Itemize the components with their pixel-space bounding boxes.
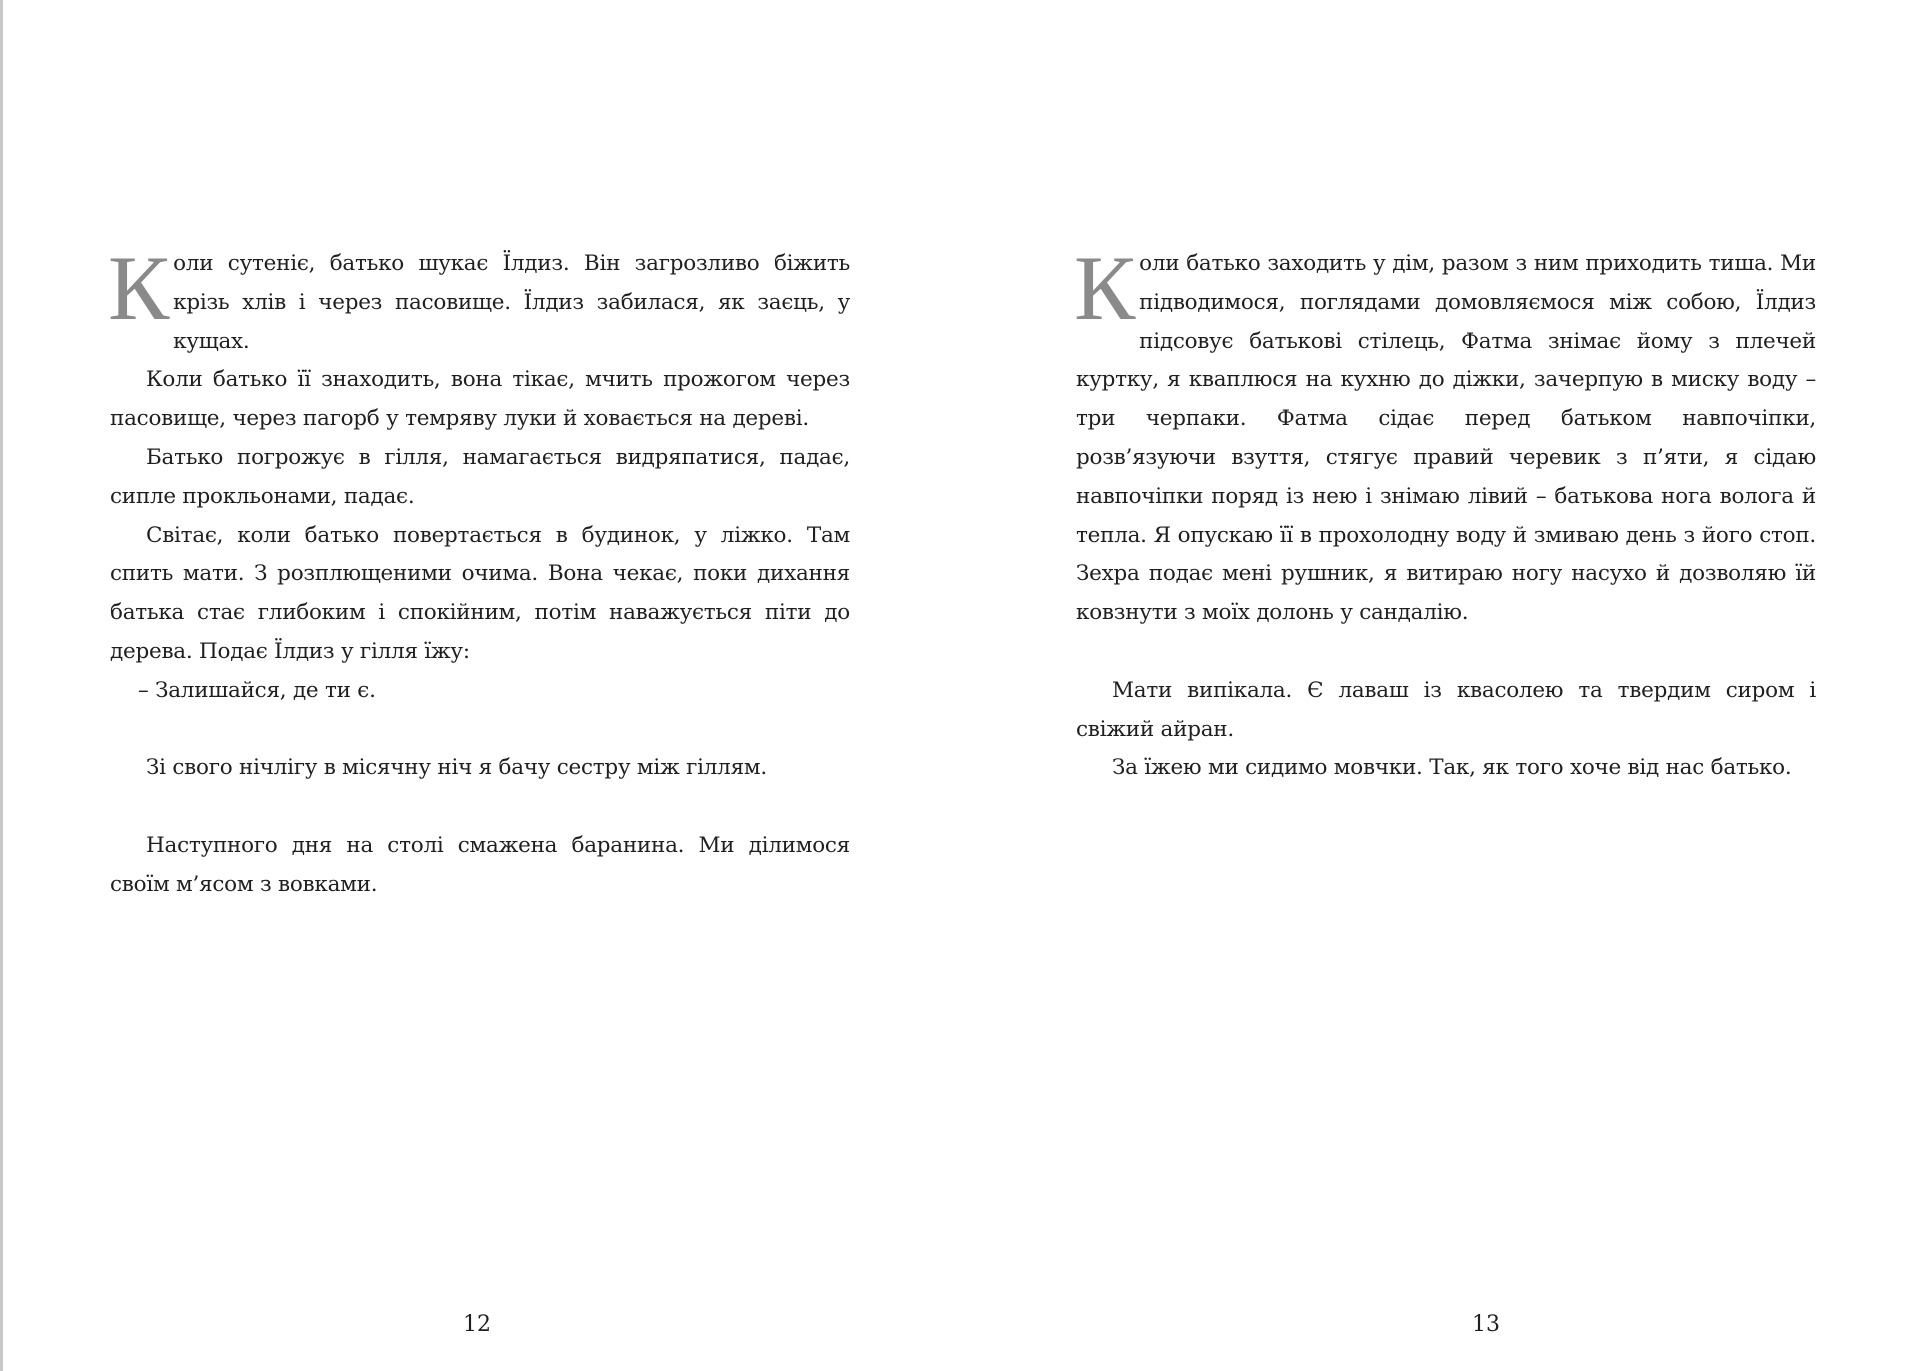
- paragraph: Наступного дня на столі смажена баранина. Ми ділимося своїм м’ясом з вовками.: [110, 832, 850, 897]
- page-number: 12: [463, 1312, 491, 1337]
- paragraph: Мати випікала. Є лаваш із квасолею та твердим сиром і свіжий айран.: [1076, 677, 1816, 742]
- paragraph-text: оли батько заходить у дім, разом з ним приходить тиша. Ми підводимося, поглядами домовляємося між собою, Їлдиз підсовує батькові стілець, Фатма знімає йому з плечей куртку, я кваплюся на кухню до діжки, зачерпую в миску воду – три черпаки. Фатма сідає перед батьком навпочіпки, розв’язуючи взуття, стягує правий черевик з п’яти, я сідаю навпочіпки поряд із нею і знімаю лівий – батькова нога волога й тепла. Я опускаю її в прохолодну воду й змиваю день з його стоп. Зехра подає мені рушник, я витираю ногу насухо й дозволяю їй ковзнути з моїх долонь у сандалію.: [1076, 251, 1816, 626]
- drop-cap: К: [1074, 237, 1136, 339]
- paragraph: Світає, коли батько повертається в будинок, у ліжко. Там спить мати. З розплющеними очима. Вона чекає, поки дихання батька стає глибоким і спокійним, потім наважується піти до дерева. Подає Їлдиз у гілля їжу:: [110, 522, 850, 664]
- drop-cap: К: [108, 237, 170, 339]
- paragraph: Коли батько її знаходить, вона тікає, мчить прожогом через пасовище, через пагорб у темряву луки й ховається на дереві.: [110, 367, 850, 432]
- paragraph: Батько погрожує в гілля, намагається видряпатися, падає, сипле прокльонами, падає.: [110, 444, 850, 509]
- paragraph: За їжею ми сидимо мовчки. Так, як того хоче від нас батько.: [1112, 755, 1792, 781]
- page-number: 13: [1472, 1312, 1500, 1337]
- right-page: [960, 0, 1920, 1371]
- right-page-text: [1074, 237, 1816, 788]
- left-page-text: [108, 237, 850, 905]
- left-page: [3, 0, 960, 1371]
- paragraph: [108, 237, 850, 361]
- paragraph: [1074, 237, 1816, 633]
- section-gap: [110, 788, 850, 827]
- section-gap: [1076, 633, 1816, 672]
- section-gap: [110, 711, 850, 750]
- paragraph: Зі свого нічлігу в місячну ніч я бачу сестру між гіллям.: [146, 755, 767, 781]
- dialogue-line: – Залишайся, де ти є.: [138, 677, 376, 703]
- paragraph-text: оли сутеніє, батько шукає Їлдиз. Він загрозливо біжить крізь хлів і через пасовище. Їлдиз забилася, як заєць, у кущах.: [173, 251, 850, 354]
